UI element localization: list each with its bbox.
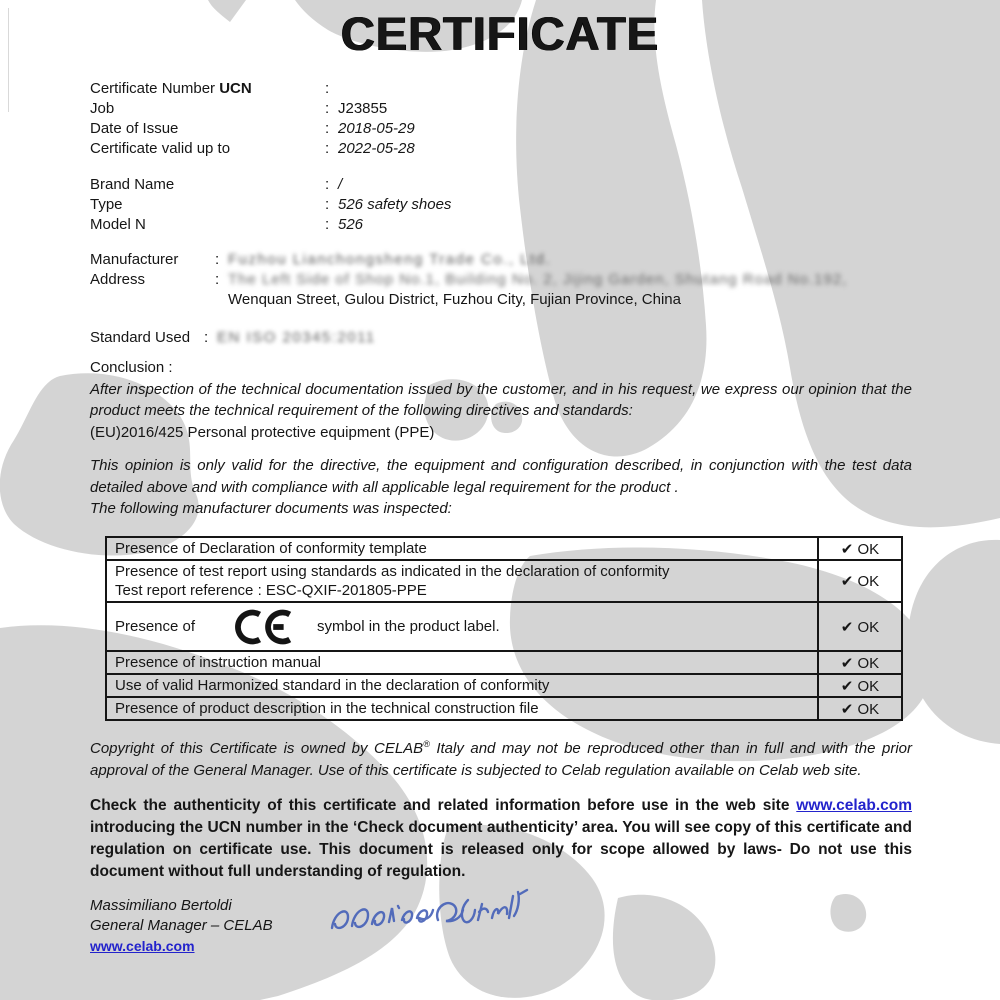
criterion-text: Presence of instruction manual [115,654,321,671]
opinion-section [90,455,912,520]
field-colon: : [215,251,220,268]
field-label: Date of Issue [90,120,179,137]
criterion-text: Presence of product description in the technical construction file [115,700,539,717]
field-value: / [338,176,343,193]
ce-mark-icon [235,607,301,647]
manufacturer-section [90,250,847,310]
table-row [107,696,901,719]
product-fields [90,175,451,235]
field-colon: : [325,216,330,233]
table-row [107,650,901,673]
status-ok: ✔ OK [817,652,901,673]
status-ok: ✔ OK [817,675,901,696]
field-label: Type [90,196,123,213]
certificate-title: CERTIFICATE [340,7,660,60]
copyright-note: Copyright of this Certificate is owned by CELAB® Italy and may not be reproduced other than in full and with the prior approval of the General Manager. Use of this certificate is subjected to Celab regulation available on Celab web site. [90,739,913,779]
field-row-manufacturer [90,250,847,270]
criterion-text: Presence of Declaration of conformity template [115,540,427,557]
field-value: 2018-05-29 [338,120,415,137]
field-value: 2022-05-28 [338,140,415,157]
status-ok: ✔ OK [817,538,901,559]
field-label: Brand Name [90,176,175,193]
address-line1-redacted: The Left Side of Shop No.1, Building No. 2, Jijing Garden, Shutang Road No.192, [228,271,848,288]
meta-fields [90,79,415,159]
standard-value-redacted: EN ISO 20345:2011 [217,329,376,346]
field-row-address-line2 [90,290,847,310]
field-row-type [90,195,451,215]
criterion-text: Presence of symbol in the product label. [107,603,817,650]
field-row-brand [90,175,451,195]
opinion-inspected-line: The following manufacturer documents was inspected: [90,500,452,517]
field-label: Certificate Number UCN [90,80,252,97]
field-value: 526 [338,216,364,233]
field-label: Manufacturer [90,251,179,268]
address-line2: Wenquan Street, Gulou District, Fuzhou City, Fujian Province, China [228,291,681,308]
field-colon: : [325,176,330,193]
field-colon: : [325,80,330,97]
field-label: Job [90,100,115,117]
field-value: 526 safety shoes [338,196,452,213]
field-label: Model N [90,216,146,233]
field-label: Certificate valid up to [90,140,231,157]
handwritten-signature [322,882,537,946]
field-colon: : [325,100,330,117]
status-ok: ✔ OK [817,698,901,719]
celab-website-link[interactable]: www.celab.com [90,938,195,954]
field-colon: : [325,196,330,213]
registered-mark: ® [423,739,430,749]
field-row-job [90,99,415,119]
ucn-label: UCN [219,80,252,97]
celab-link[interactable]: www.celab.com [796,797,912,814]
status-ok: ✔ OK [817,561,901,601]
status-ok: ✔ OK [817,603,901,650]
table-row [107,673,901,696]
field-colon: : [325,140,330,157]
signatory-title: General Manager – CELAB [90,917,273,934]
field-value: J23855 [338,100,388,117]
table-row [107,538,901,559]
signature-block [90,896,273,957]
manufacturer-value-redacted: Fuzhou Lianchongsheng Trade Co., Ltd. [228,251,552,268]
field-colon: : [325,120,330,137]
conclusion-heading: Conclusion : [90,359,173,376]
standard-used-section [90,328,376,348]
opinion-paragraph: This opinion is only valid for the directive, the equipment and configuration described, in conjunction with the test data detailed above and with compliance with all applicable legal requirement for the product . [90,457,912,496]
directive-line: (EU)2016/425 Personal protective equipment (PPE) [90,423,435,441]
inspection-table [105,536,903,721]
field-row-ucn [90,79,415,99]
field-label: Address [90,271,146,288]
signatory-name: Massimiliano Bertoldi [90,897,232,914]
table-row [107,559,901,601]
field-colon: : [204,329,209,346]
field-colon: : [215,271,220,288]
field-label: Standard Used [90,329,191,346]
table-row [107,601,901,650]
criterion-text: Use of valid Harmonized standard in the declaration of conformity [115,677,550,694]
field-row-date-of-issue [90,119,415,139]
field-row-standard [90,328,376,348]
conclusion-section [90,357,912,443]
field-row-valid-up-to [90,139,415,159]
criterion-text: Presence of test report using standards as indicated in the declaration of conformity Test report reference : ESC-QXIF-201805-PPE [115,563,670,599]
conclusion-paragraph: After inspection of the technical documentation issued by the customer, and in his request, we express our opinion that the product meets the technical requirement of the following directives and standards: [90,380,912,419]
field-row-model [90,215,451,235]
authenticity-note: Check the authenticity of this certificate and related information before use in the web site www.celab.com introducing the UCN number in the ‘Check document authenticity’ area. You will see copy of this certificate and regulation on certificate use. This document is released only for scope allowed by laws- Do not use this document without full understanding of regulation. [90,797,912,880]
field-row-address [90,270,847,290]
